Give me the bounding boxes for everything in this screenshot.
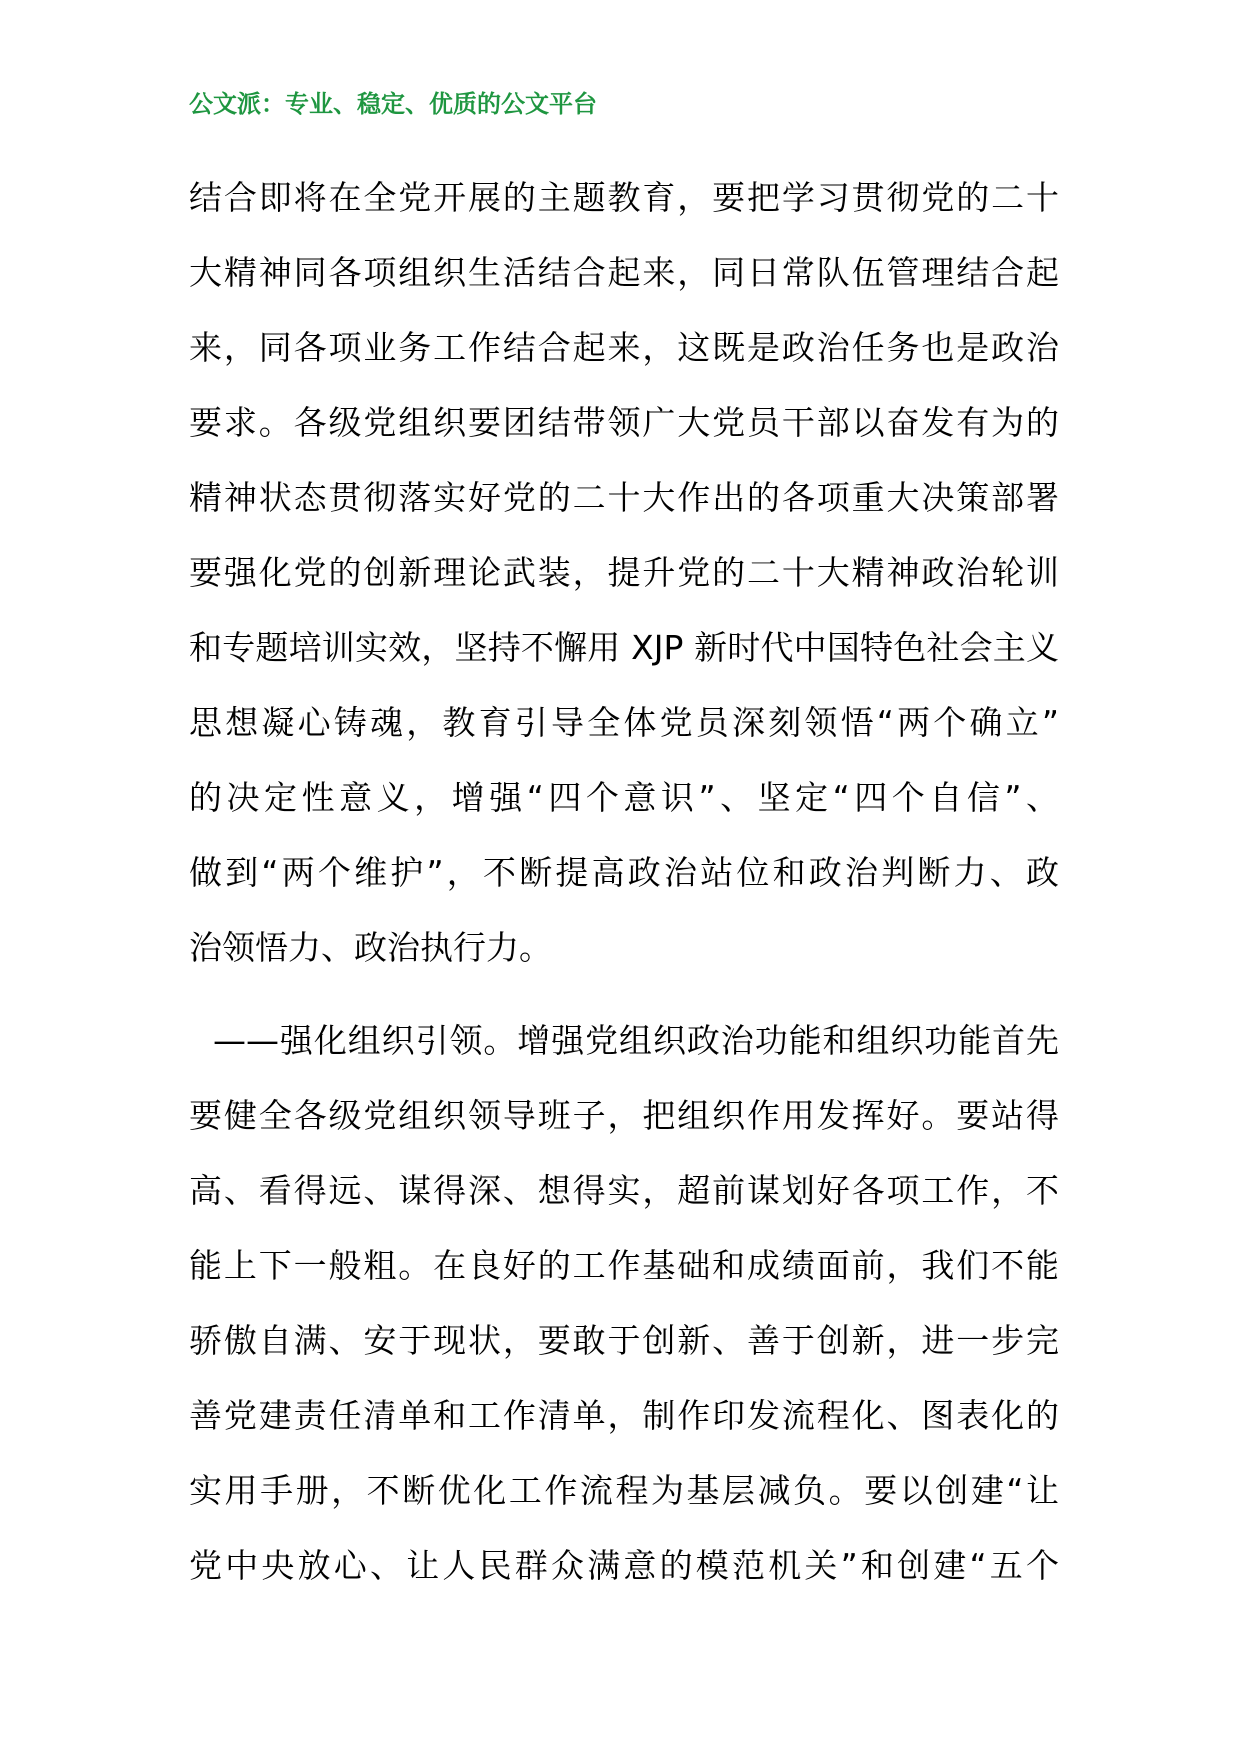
text-line: 精神状态贯彻落实好党的二十大作出的各项重大决策部署	[189, 478, 1059, 517]
text-line: 党中央放心、让人民群众满意的模范机关”和创建“五个	[189, 1546, 1059, 1585]
text-line: 做到“两个维护”，不断提高政治站位和政治判断力、政	[189, 853, 1059, 892]
text-line: 要求。各级党组织要团结带领广大党员干部以奋发有为的	[189, 403, 1059, 442]
text-line: 思想凝心铸魂，教育引导全体党员深刻领悟“两个确立”	[189, 703, 1059, 742]
text-line: 要健全各级党组织领导班子，把组织作用发挥好。要站得	[189, 1096, 1059, 1135]
text-line: 和专题培训实效，坚持不懈用 XJP 新时代中国特色社会主义	[189, 628, 1059, 667]
text-line: 治领悟力、政治执行力。	[189, 928, 552, 967]
text-line: 能上下一般粗。在良好的工作基础和成绩面前，我们不能	[189, 1246, 1059, 1285]
document-body	[189, 168, 1059, 1611]
text-line: 的决定性意义，增强“四个意识”、坚定“四个自信”、	[189, 778, 1059, 817]
text-line: 结合即将在全党开展的主题教育，要把学习贯彻党的二十	[189, 178, 1059, 217]
text-line: ——强化组织引领。增强党组织政治功能和组织功能首先	[213, 1021, 1059, 1060]
text-line: 大精神同各项组织生活结合起来，同日常队伍管理结合起	[189, 253, 1059, 292]
text-line: 高、看得远、谋得深、想得实，超前谋划好各项工作，不	[189, 1171, 1059, 1210]
site-header: 公文派：专业、稳定、优质的公文平台	[189, 90, 597, 118]
text-line: 实用手册，不断优化工作流程为基层减负。要以创建“让	[189, 1471, 1059, 1510]
text-line: 骄傲自满、安于现状，要敢于创新、善于创新，进一步完	[189, 1321, 1059, 1360]
text-line: 善党建责任清单和工作清单，制作印发流程化、图表化的	[189, 1396, 1059, 1435]
text-line: 来，同各项业务工作结合起来，这既是政治任务也是政治	[189, 328, 1059, 367]
text-line: 要强化党的创新理论武装，提升党的二十大精神政治轮训	[189, 553, 1059, 592]
